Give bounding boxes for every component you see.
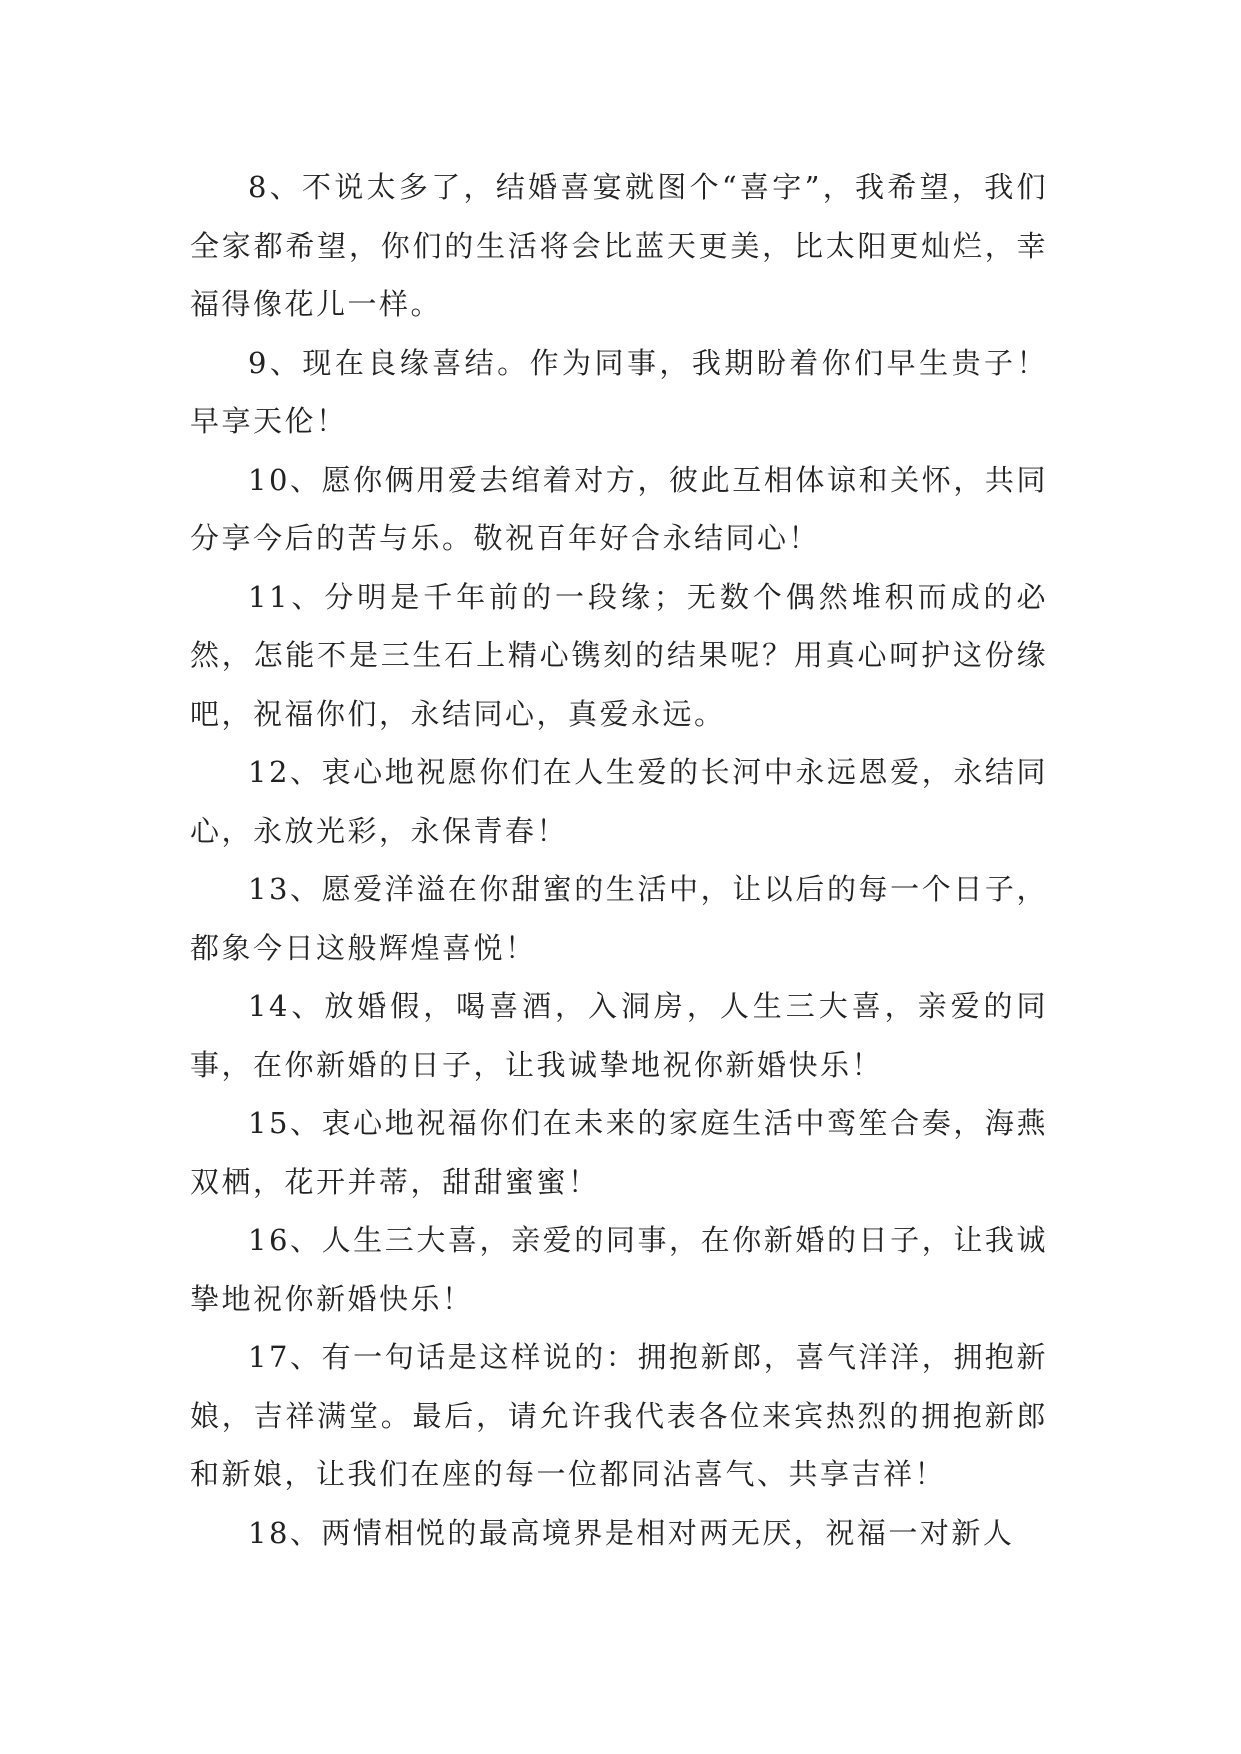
paragraph-11: 11、分明是千年前的一段缘；无数个偶然堆积而成的必然，怎能不是三生石上精心镌刻的结果呢？用真心呵护这份缘吧，祝福你们，永结同心，真爱永远。 [190, 579, 1048, 731]
paragraph-14: 14、放婚假，喝喜酒，入洞房，人生三大喜，亲爱的同事，在你新婚的日子，让我诚挚地祝你新婚快乐！ [190, 989, 1048, 1082]
paragraph-13: 13、愿爱洋溢在你甜蜜的生活中，让以后的每一个日子，都象今日这般辉煌喜悦！ [190, 872, 1048, 965]
paragraph-15: 15、衷心地祝福你们在未来的家庭生活中鸾笙合奏，海燕双栖，花开并蒂，甜甜蜜蜜！ [190, 1106, 1048, 1199]
paragraph-12: 12、衷心地祝愿你们在人生爱的长河中永远恩爱，永结同心，永放光彩，永保青春！ [190, 755, 1048, 848]
paragraph-8: 8、不说太多了，结婚喜宴就图个“喜字”，我希望，我们全家都希望，你们的生活将会比蓝天更美，比太阳更灿烂，幸福得像花儿一样。 [190, 170, 1048, 321]
paragraph-9: 9、现在良缘喜结。作为同事，我期盼着你们早生贵子！早享天伦！ [190, 345, 1048, 438]
paragraph-18: 18、两情相悦的最高境界是相对两无厌，祝福一对新人 [248, 1515, 1015, 1550]
paragraph-17: 17、有一句话是这样说的：拥抱新郎，喜气洋洋，拥抱新娘，吉祥满堂。最后，请允许我代表各位来宾热烈的拥抱新郎和新娘，让我们在座的每一位都同沾喜气、共享吉祥！ [190, 1340, 1048, 1491]
paragraph-10: 10、愿你俩用爱去绾着对方，彼此互相体谅和关怀，共同分享今后的苦与乐。敬祝百年好合永结同心！ [190, 462, 1048, 555]
document-body [190, 158, 1048, 1562]
paragraph-16: 16、人生三大喜，亲爱的同事，在你新婚的日子，让我诚挚地祝你新婚快乐！ [190, 1223, 1048, 1316]
